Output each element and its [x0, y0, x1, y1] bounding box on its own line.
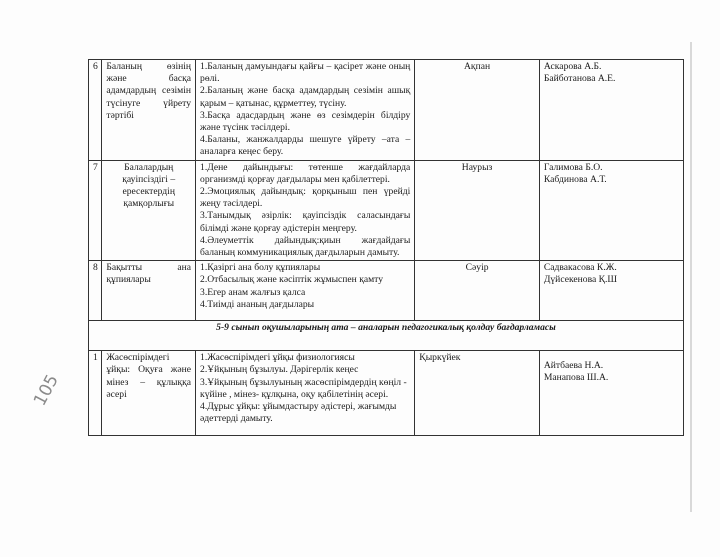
- month-cell: Қыркүйек: [415, 351, 540, 436]
- row-number: 7: [89, 160, 102, 261]
- responsible-name: Галимова Б.О.: [543, 161, 603, 173]
- content-line: 4.Тиімді ананың дағдылары: [200, 298, 315, 310]
- topic-cell: Жасөспірімдегі ұйқы: Оқуға және мінез – құлыққа әсері: [102, 351, 196, 436]
- responsible-name: Дүйсекенова Қ.Ш: [543, 274, 618, 286]
- content-line: 2.Ұйқының бұзылуы. Дәрігерлік кеңес: [200, 364, 359, 376]
- content-line: 1.Дене дайындығы: төтенше жағдайларда организмді қорғау дағдылары мен қабілеттері.: [200, 161, 411, 185]
- content-cell: [196, 60, 415, 161]
- content-cell: [196, 261, 415, 321]
- content-line: 2.Эмоциялық дайындық: қорқыныш пен үрейді жеңу тәсілдері.: [200, 186, 411, 210]
- table-row: [89, 351, 684, 436]
- content-line: 4.Әлеуметтік дайындық:қиын жағдайдағы баланың коммуникациялық дағдыларын дамыту.: [200, 234, 411, 259]
- month-cell: Ақпан: [415, 60, 540, 161]
- month-cell: Наурыз: [415, 160, 540, 261]
- content-line: 3.Егер анам жалғыз қалса: [200, 286, 306, 298]
- content-line: 1.Баланың дамуындағы қайғы – қасірет және оның рөлі.: [200, 61, 411, 85]
- content-line: 3.Ұйқының бұзылуының жасөспірімдердің көңіл - күйіне , мінез- құлқына, оқу қабілетінің әсері.: [200, 376, 407, 400]
- row-number: 8: [89, 261, 102, 321]
- responsible-name: Кабдинова А.Т.: [543, 173, 607, 185]
- topic-cell: Баланың өзінің және басқа адамдардың сезімін түсінуге үйрету тәртібі: [102, 60, 196, 161]
- month-cell: Сәуір: [415, 261, 540, 321]
- sheet-edge: [690, 42, 692, 512]
- content-line: 4.Баланы, жанжалдарды шешуге үйрету –ата – аналарға кеңес беру.: [200, 134, 411, 158]
- topic-cell: Балалардың қауіпсіздігі – ересектердің қамқорлығы: [102, 160, 196, 261]
- content-line: 2.Баланың және басқа адамдардың сезімін ашық қарым – қатынас, құрметтеу, түсіну.: [200, 85, 411, 109]
- responsible-name: Манапова Ш.А.: [543, 372, 609, 384]
- responsible-name: Айтбаева Н.А.: [543, 360, 604, 372]
- responsible-name: Байботанова А.Е.: [543, 73, 616, 85]
- content-cell: [196, 351, 415, 436]
- page-mark: 105: [30, 371, 63, 410]
- content-line: 2.Отбасылық және кәсіптік жұмыспен қамту: [200, 274, 384, 286]
- content-line: 3.Танымдық әзірлік: қауіпсіздік саласындағы білімді және қорғау әдістерін меңгеру.: [200, 210, 411, 234]
- program-table: [88, 59, 684, 436]
- spacer: [544, 352, 679, 360]
- section-title: 5-9 сынып оқушыларының ата – аналарын педагогикалық қолдау бағдарламасы: [89, 321, 684, 351]
- responsible-cell: [539, 160, 683, 261]
- table-row: [89, 261, 684, 321]
- responsible-cell: [539, 261, 683, 321]
- responsible-name: Садвакасова К.Ж.: [543, 262, 617, 274]
- content-line: 4.Дұрыс ұйқы: ұйымдастыру әдістері, жағымды әдеттерді дамыту.: [200, 401, 397, 425]
- content-cell: [196, 160, 415, 261]
- content-line: 1.Жасөспірімдегі ұйқы физиологиясы: [200, 352, 355, 364]
- content-line: 3.Басқа адаcдардың және өз сезімдерін білдіру және түсінк тәсілдері.: [200, 109, 411, 134]
- row-number: 1: [89, 351, 102, 436]
- topic-cell: Бақытты ана құпиялары: [102, 261, 196, 321]
- table-row: [89, 160, 684, 261]
- responsible-cell: [539, 60, 683, 161]
- responsible-name: Аскарова А.Б.: [543, 61, 602, 72]
- section-row: [89, 321, 684, 351]
- row-number: 6: [89, 60, 102, 161]
- table-row: [89, 60, 684, 161]
- content-line: 1.Қазіргі ана болу құпиялары: [200, 262, 321, 274]
- responsible-cell: [539, 351, 683, 436]
